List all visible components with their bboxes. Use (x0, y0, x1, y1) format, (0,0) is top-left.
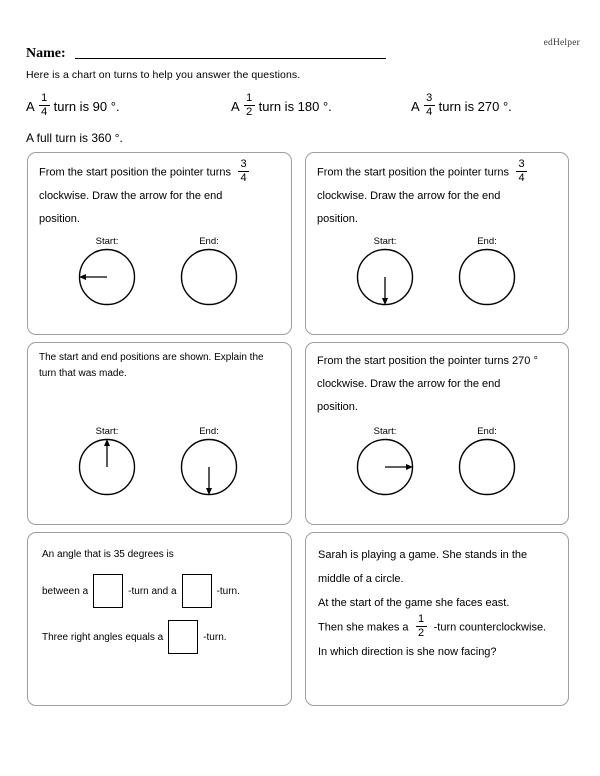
turn-label-2: -turn. (203, 631, 227, 643)
problem-4-end-group (454, 426, 520, 496)
problem-6-line-5: In which direction is she now facing? (318, 646, 497, 659)
start-label: Start: (95, 236, 119, 247)
problem-3-line-2: turn that was made. (39, 368, 127, 379)
end-label: End: (199, 236, 219, 247)
problem-4-line-1: From the start position the pointer turns 270 ° (317, 355, 538, 367)
problem-grid (27, 152, 569, 706)
problem-5-answer-row-1 (42, 574, 281, 608)
problem-6-line-4-prefix: Then she makes a (318, 621, 409, 634)
fraction-one-half (244, 93, 255, 118)
fraction-three-quarters (238, 159, 249, 184)
turn-label-1: -turn. (216, 585, 240, 597)
pointer-arrow-east (385, 464, 413, 470)
problem-6-line-4 (318, 615, 559, 640)
fraction-numerator: 1 (41, 92, 48, 104)
problem-2-line-1-text: From the start position the pointer turns (317, 166, 509, 179)
fraction-numerator: 1 (246, 92, 253, 104)
problem-1-end-circle[interactable] (180, 248, 238, 306)
problem-2-end-circle[interactable] (458, 248, 516, 306)
name-label: Name: (26, 46, 66, 61)
turn-and-a-label: -turn and a (128, 585, 177, 597)
problem-1-text (39, 160, 282, 231)
fraction-denominator: 2 (246, 106, 253, 119)
fact-suffix: turn is 90 °. (53, 99, 120, 115)
full-turn-fact: A full turn is 360 °. (26, 131, 123, 145)
problem-4-line-3: position. (317, 401, 358, 413)
problem-1-start-group (74, 236, 140, 306)
problem-3-text (39, 350, 282, 382)
problem-3-end-group (176, 426, 242, 496)
pointer-arrow-north (104, 439, 110, 467)
problem-1-line-1-text: From the start position the pointer turns (39, 166, 231, 179)
fraction-numerator: 1 (418, 613, 425, 625)
problem-2-line-2: clockwise. Draw the arrow for the end (317, 190, 501, 203)
problem-1-line-1 (39, 160, 282, 185)
problem-1-line-3: position. (39, 213, 80, 226)
fact-prefix: A (411, 99, 420, 115)
intro-text: Here is a chart on turns to help you answer the questions. (26, 69, 301, 81)
fraction-denominator: 4 (240, 172, 247, 185)
problem-3-start-circle[interactable] (78, 438, 136, 496)
problem-4-start-group (352, 426, 418, 496)
problem-5-answer-row-2 (42, 620, 281, 654)
problem-2-circles (306, 236, 568, 328)
between-a-label: between a (42, 585, 89, 597)
fraction-three-quarters (424, 93, 435, 118)
problem-2-end-group (454, 236, 520, 306)
fact-half-turn (231, 94, 332, 119)
problem-3-start-group (74, 426, 140, 496)
fact-suffix: turn is 270 °. (438, 99, 512, 115)
problem-6-line-3: At the start of the game she faces east. (318, 597, 510, 609)
pointer-arrow-west (79, 274, 107, 280)
problem-box-3[interactable] (27, 342, 292, 525)
problem-1-line-2: clockwise. Draw the arrow for the end (39, 190, 223, 203)
fact-quarter-turn (26, 94, 120, 119)
problem-box-5[interactable] (27, 532, 292, 706)
problem-4-line-2: clockwise. Draw the arrow for the end (317, 378, 501, 390)
fraction-one-quarter (39, 93, 50, 118)
answer-box-2[interactable] (182, 574, 212, 608)
problem-2-start-group (352, 236, 418, 306)
problem-3-line-1: The start and end positions are shown. Explain the (39, 352, 264, 363)
start-label: Start: (95, 426, 119, 437)
pointer-arrow-south (382, 277, 388, 305)
problem-2-start-circle[interactable] (356, 248, 414, 306)
name-field-row (26, 47, 386, 61)
problem-6-line-4-suffix: -turn counterclockwise. (433, 621, 547, 634)
end-label: End: (477, 236, 497, 247)
problem-6-line-2: middle of a circle. (318, 573, 404, 585)
fraction-denominator: 4 (426, 106, 433, 119)
start-label: Start: (373, 236, 397, 247)
three-right-angles-label: Three right angles equals a (42, 631, 164, 643)
fraction-numerator: 3 (240, 158, 247, 170)
problem-2-line-1 (317, 160, 559, 185)
fraction-numerator: 3 (426, 92, 433, 104)
fact-prefix: A (231, 99, 240, 115)
start-label: Start: (373, 426, 397, 437)
problem-box-4[interactable] (305, 342, 569, 525)
pointer-arrow-south (206, 467, 212, 495)
problem-box-2[interactable] (305, 152, 569, 335)
problem-3-circles (28, 426, 291, 518)
problem-4-start-circle[interactable] (356, 438, 414, 496)
problem-6-line-1: Sarah is playing a game. She stands in the (318, 549, 528, 561)
problem-4-circles (306, 426, 568, 518)
fraction-three-quarters (516, 159, 527, 184)
problem-6-text (318, 543, 559, 664)
name-write-line[interactable] (75, 57, 386, 59)
problem-2-line-3: position. (317, 213, 358, 226)
end-label: End: (477, 426, 497, 437)
answer-box-3[interactable] (168, 620, 198, 654)
fact-prefix: A (26, 99, 35, 115)
problem-2-text (317, 160, 559, 231)
problem-box-1[interactable] (27, 152, 292, 335)
answer-box-1[interactable] (93, 574, 123, 608)
problem-5-prompt: An angle that is 35 degrees is (42, 549, 174, 560)
problem-5-body (42, 549, 281, 654)
problem-1-circles (28, 236, 291, 328)
problem-1-start-circle[interactable] (78, 248, 136, 306)
problem-4-end-circle[interactable] (458, 438, 516, 496)
problem-box-6[interactable] (305, 532, 569, 706)
fraction-numerator: 3 (518, 158, 525, 170)
fact-three-quarter-turn (411, 94, 512, 119)
edhelper-logo: edHelper (543, 38, 580, 48)
end-label: End: (199, 426, 219, 437)
turn-facts-row (26, 94, 566, 120)
problem-1-end-group (176, 236, 242, 306)
fraction-one-half (416, 614, 427, 639)
fact-suffix: turn is 180 °. (258, 99, 332, 115)
problem-3-end-circle[interactable] (180, 438, 238, 496)
fraction-denominator: 4 (41, 106, 48, 119)
problem-4-text (317, 350, 559, 419)
fraction-denominator: 4 (518, 172, 525, 185)
fraction-denominator: 2 (418, 627, 425, 640)
